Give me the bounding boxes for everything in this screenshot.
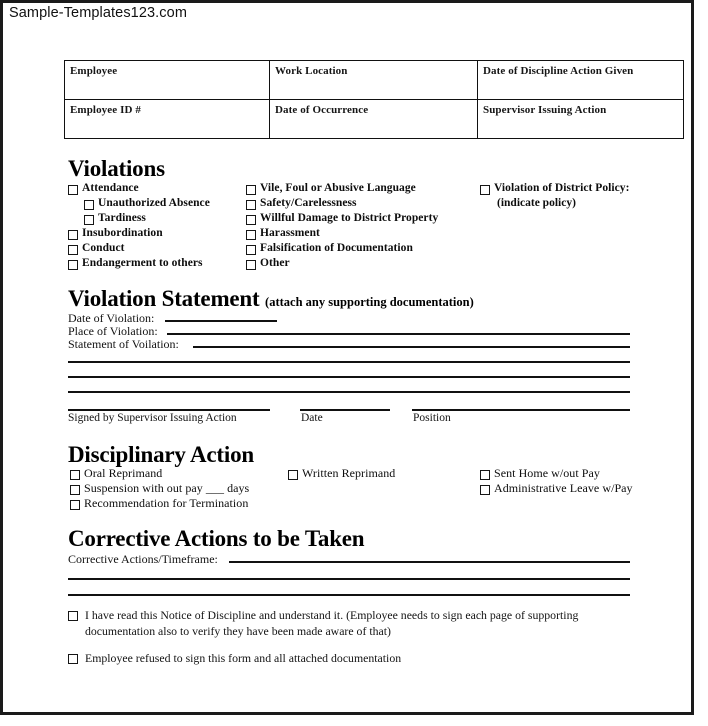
table-cell-employee: Employee (65, 61, 270, 100)
checkbox-suspension-without-pay[interactable] (70, 482, 249, 495)
corrective-actions-input-line-2[interactable] (68, 578, 630, 580)
checkbox-icon[interactable] (480, 470, 490, 480)
page-border-left (0, 0, 3, 715)
checkbox-icon[interactable] (68, 230, 78, 240)
statement-of-violation-input-line-1[interactable] (193, 346, 630, 348)
statement-of-violation-input-line-4[interactable] (68, 391, 630, 393)
signature-date-line[interactable] (300, 409, 390, 411)
page-border-right (691, 0, 694, 715)
checkbox-label: Harassment (260, 227, 320, 239)
indicate-policy-note: (indicate policy) (497, 197, 576, 209)
violation-statement-heading-text: Violation Statement (68, 286, 260, 311)
checkbox-sent-home-without-pay[interactable] (480, 467, 600, 480)
checkbox-other[interactable] (246, 257, 290, 270)
site-watermark: Sample-Templates123.com (9, 5, 187, 21)
checkbox-falsification-of-documentation[interactable] (246, 242, 413, 255)
checkbox-label: Oral Reprimand (84, 466, 163, 480)
checkbox-label: Written Reprimand (302, 466, 396, 480)
checkbox-label: Attendance (82, 182, 139, 194)
checkbox-icon[interactable] (68, 245, 78, 255)
checkbox-willful-damage-to-district-property[interactable] (246, 212, 438, 225)
checkbox-icon[interactable] (246, 215, 256, 225)
checkbox-attendance[interactable] (68, 182, 139, 195)
supervisor-signature-label: Signed by Supervisor Issuing Action (68, 412, 237, 424)
checkbox-icon[interactable] (246, 200, 256, 210)
checkbox-label: Endangerment to others (82, 257, 203, 269)
checkbox-label: Tardiness (98, 212, 146, 224)
checkbox-icon[interactable] (84, 200, 94, 210)
corrective-actions-input-line-1[interactable] (229, 561, 630, 563)
violations-heading: Violations (68, 156, 165, 181)
signature-position-label: Position (413, 412, 451, 424)
checkbox-icon[interactable] (480, 485, 490, 495)
checkbox-conduct[interactable] (68, 242, 125, 255)
signature-position-line[interactable] (412, 409, 630, 411)
checkbox-label: Safety/Carelessness (260, 197, 357, 209)
table-row (65, 61, 684, 100)
supervisor-signature-line[interactable] (68, 409, 270, 411)
date-of-violation-label: Date of Violation: (68, 311, 155, 325)
table-cell-date-of-discipline-action: Date of Discipline Action Given (478, 61, 684, 100)
checkbox-harassment[interactable] (246, 227, 320, 240)
table-cell-employee-id: Employee ID # (65, 100, 270, 139)
checkbox-icon[interactable] (70, 470, 80, 480)
checkbox-tardiness[interactable] (84, 212, 146, 225)
table-cell-supervisor-issuing-action: Supervisor Issuing Action (478, 100, 684, 139)
checkbox-vile-foul-abusive-language[interactable] (246, 182, 416, 195)
checkbox-label: Recommendation for Termination (84, 496, 249, 510)
statement-of-violation-input-line-3[interactable] (68, 376, 630, 378)
violation-statement-heading (68, 286, 474, 312)
checkbox-icon[interactable] (70, 500, 80, 510)
checkbox-endangerment-to-others[interactable] (68, 257, 203, 270)
acknowledgement-text: Employee refused to sign this form and all attached documentation (85, 651, 402, 665)
checkbox-icon[interactable] (246, 185, 256, 195)
checkbox-violation-of-district-policy[interactable] (480, 182, 629, 195)
acknowledgement-read-notice[interactable] (68, 608, 630, 639)
statement-of-violation-label: Statement of Voilation: (68, 337, 179, 351)
checkbox-safety-carelessness[interactable] (246, 197, 357, 210)
table-cell-date-of-occurrence: Date of Occurrence (270, 100, 478, 139)
checkbox-icon[interactable] (246, 260, 256, 270)
checkbox-label: Administrative Leave w/Pay (494, 481, 633, 495)
acknowledgement-text: I have read this Notice of Discipline and understand it. (Employee needs to sign each page of supporting documentation also to verify they have been made aware of that) (85, 608, 579, 638)
checkbox-unauthorized-absence[interactable] (84, 197, 210, 210)
checkbox-icon[interactable] (480, 185, 490, 195)
acknowledgement-refused-to-sign[interactable] (68, 651, 630, 667)
checkbox-label: Conduct (82, 242, 125, 254)
checkbox-icon[interactable] (68, 611, 78, 621)
checkbox-label: Willful Damage to District Property (260, 212, 439, 224)
corrective-actions-input-line-3[interactable] (68, 594, 630, 596)
checkbox-label: Other (260, 257, 290, 269)
checkbox-icon[interactable] (288, 470, 298, 480)
checkbox-label: Insubordination (82, 227, 163, 239)
statement-of-violation-input-line-2[interactable] (68, 361, 630, 363)
corrective-actions-timeframe-label: Corrective Actions/Timeframe: (68, 552, 218, 566)
page-border-bottom (0, 712, 694, 715)
signature-date-label: Date (301, 412, 323, 424)
checkbox-icon[interactable] (246, 245, 256, 255)
checkbox-icon[interactable] (68, 654, 78, 664)
checkbox-label: Sent Home w/out Pay (494, 466, 600, 480)
place-of-violation-input-line[interactable] (167, 333, 630, 335)
violation-statement-heading-note: (attach any supporting documentation) (265, 295, 474, 309)
checkbox-icon[interactable] (70, 485, 80, 495)
checkbox-label: Violation of District Policy: (494, 182, 630, 194)
checkbox-recommendation-for-termination[interactable] (70, 497, 248, 510)
checkbox-administrative-leave-with-pay[interactable] (480, 482, 633, 495)
checkbox-label: Vile, Foul or Abusive Language (260, 182, 416, 194)
checkbox-oral-reprimand[interactable] (70, 467, 162, 480)
place-of-violation-label: Place of Violation: (68, 324, 158, 338)
table-row (65, 100, 684, 139)
checkbox-label: Unauthorized Absence (98, 197, 210, 209)
employee-info-table (64, 60, 684, 139)
date-of-violation-input-line[interactable] (165, 320, 277, 322)
checkbox-icon[interactable] (84, 215, 94, 225)
table-cell-work-location: Work Location (270, 61, 478, 100)
checkbox-insubordination[interactable] (68, 227, 163, 240)
corrective-actions-heading: Corrective Actions to be Taken (68, 526, 365, 551)
checkbox-label: Suspension with out pay ___ days (84, 481, 250, 495)
checkbox-label: Falsification of Documentation (260, 242, 413, 254)
checkbox-icon[interactable] (68, 185, 78, 195)
page-border-top (0, 0, 694, 3)
checkbox-icon[interactable] (68, 260, 78, 270)
checkbox-icon[interactable] (246, 230, 256, 240)
checkbox-written-reprimand[interactable] (288, 467, 395, 480)
disciplinary-action-heading: Disciplinary Action (68, 442, 254, 467)
